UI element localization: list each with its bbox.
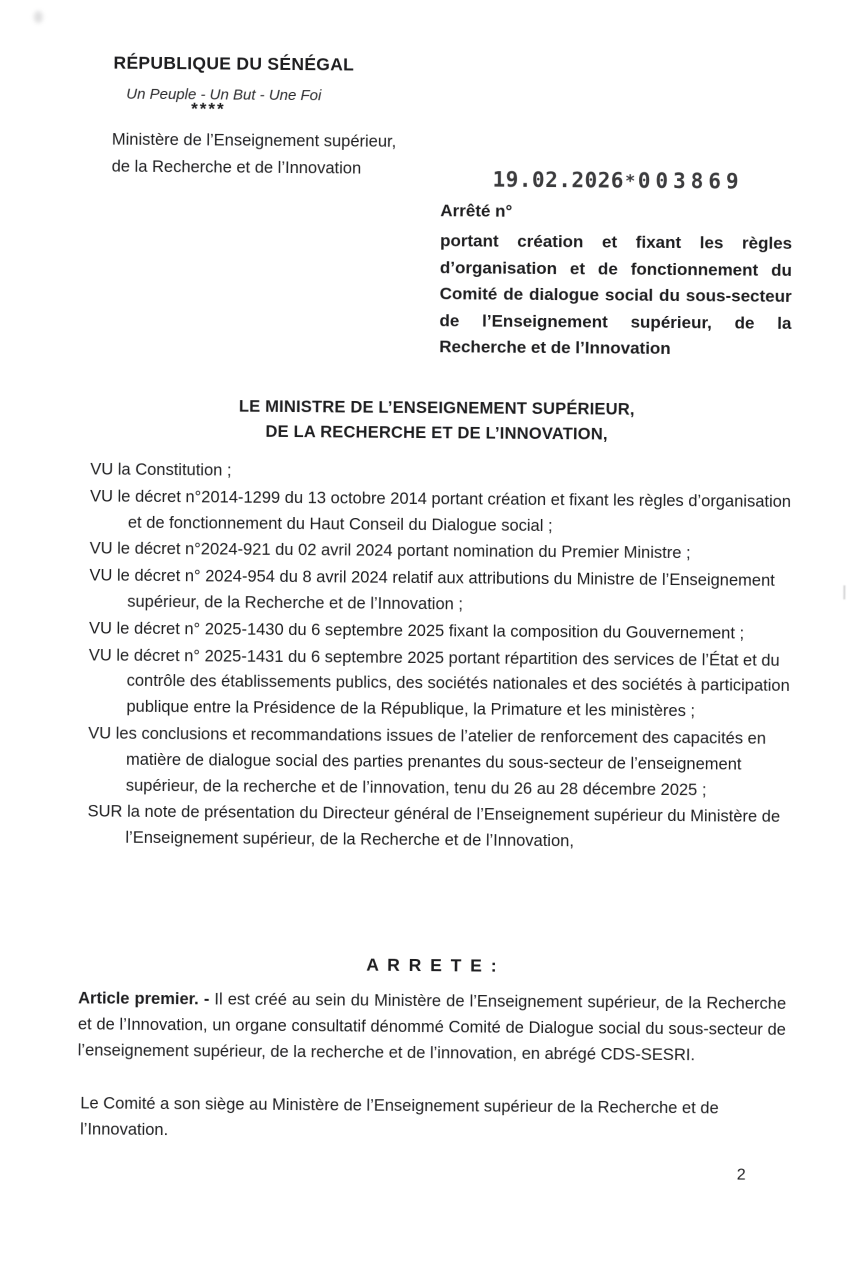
visa-prefix: VU bbox=[90, 460, 114, 479]
minister-heading bbox=[147, 394, 727, 449]
visa-prefix: VU bbox=[89, 539, 113, 558]
article-premier-label: Article premier. - bbox=[78, 989, 210, 1009]
visa-prefix: VU bbox=[88, 724, 112, 743]
ministry-line-2: de la Recherche et de l’Innovation bbox=[111, 157, 362, 178]
registration-date-stamp bbox=[492, 168, 743, 194]
visa-text: le décret n° 2025-1430 du 6 septembre 2025 fixant la composition du Gouvernement ; bbox=[116, 619, 745, 643]
visa-text: la note de présentation du Directeur général de l’Enseignement supérieur du Ministère de l’Enseignement supérieur, de la Recherche et de l’Innovation, bbox=[125, 803, 781, 851]
visa-prefix: VU bbox=[88, 619, 113, 638]
article-premier bbox=[78, 985, 787, 1069]
visa-prefix: VU bbox=[89, 566, 113, 585]
visa-clause bbox=[88, 721, 797, 804]
separator-stars: **** bbox=[191, 99, 226, 119]
republic-title: RÉPUBLIQUE DU SÉNÉGAL bbox=[113, 52, 355, 75]
decree-subject: portant création et fixant les règles d’organisation et de fonctionnement du Comité de dialogue social du sous-secteur de l’Enseignement supérieur, de la Recherche et de l’Innovation bbox=[439, 231, 793, 358]
siege-paragraph: Le Comité a son siège au Ministère de l’Enseignement supérieur de la Recherche et de l’Innovation. bbox=[80, 1094, 719, 1140]
visa-text: le décret n°2024-921 du 02 avril 2024 portant nomination du Premier Ministre ; bbox=[117, 540, 691, 563]
visa-clauses bbox=[87, 457, 798, 858]
visa-prefix: SUR bbox=[87, 802, 123, 822]
visa-text: les conclusions et recommandations issues de l’atelier de renforcement des capacités en matière de dialogue social des parties prenantes du sous-secteur de l’enseignement supérieur, de la recherche et de l’innovation, tenu du 26 au 28 décembre 2025 ; bbox=[115, 724, 767, 799]
visa-prefix: VU bbox=[88, 645, 112, 665]
stamp-asterisk: * bbox=[624, 171, 636, 192]
scan-edge-artifact bbox=[843, 585, 845, 599]
ministry-line-1: Ministère de l’Enseignement supérieur, bbox=[111, 130, 397, 151]
national-motto: Un Peuple - Un But - Une Foi bbox=[126, 85, 322, 105]
visa-text: la Constitution ; bbox=[117, 460, 232, 480]
ministry-name bbox=[112, 127, 442, 184]
visa-text: le décret n° 2025-1431 du 6 septembre 2025 portant répartition des services de l’État et du contrôle des établissements publics, des sociétés nationales et des sociétés à participation publique entre la Présidence de la République, la Primature et les ministères ; bbox=[116, 646, 790, 721]
minister-heading-line-1: LE MINISTRE DE L’ENSEIGNEMENT SUPÉRIEUR, bbox=[238, 397, 635, 419]
scan-speck bbox=[34, 11, 43, 23]
page-number: 2 bbox=[736, 1166, 746, 1184]
visa-text: le décret n°2014-1299 du 13 octobre 2014 portant création et fixant les règles d’organisation et de fonctionnement du Haut Conseil du Dialogue social ; bbox=[117, 487, 792, 535]
visa-text: le décret n° 2024-954 du 8 avril 2024 relatif aux attributions du Ministre de l’Enseignement supérieur, de la Recherche et de l’Innovation ; bbox=[116, 566, 775, 614]
visa-clause-sur bbox=[87, 800, 795, 857]
minister-heading-line-2: DE LA RECHERCHE ET DE L’INNOVATION, bbox=[265, 422, 608, 444]
stamp-date: 19.02.2026 bbox=[492, 167, 625, 193]
visa-clause bbox=[88, 643, 797, 726]
visa-clause bbox=[89, 564, 797, 621]
visa-clause bbox=[90, 484, 798, 541]
decree-number-label: Arrêté n° bbox=[440, 201, 513, 221]
visa-prefix: VU bbox=[90, 487, 114, 506]
article-premier-text: Il est créé au sein du Ministère de l’Enseignement supérieur, de la Recherche et de l’Innovation, un organe consultatif dénommé Comité de Dialogue social du sous-secteur de l’enseignement supérieur, de la recherche et de l’innovation, en abrégé CDS-SESRI. bbox=[77, 990, 787, 1065]
stamp-number: 003869 bbox=[637, 168, 744, 194]
arrete-heading: A R R E T E : bbox=[366, 954, 499, 976]
